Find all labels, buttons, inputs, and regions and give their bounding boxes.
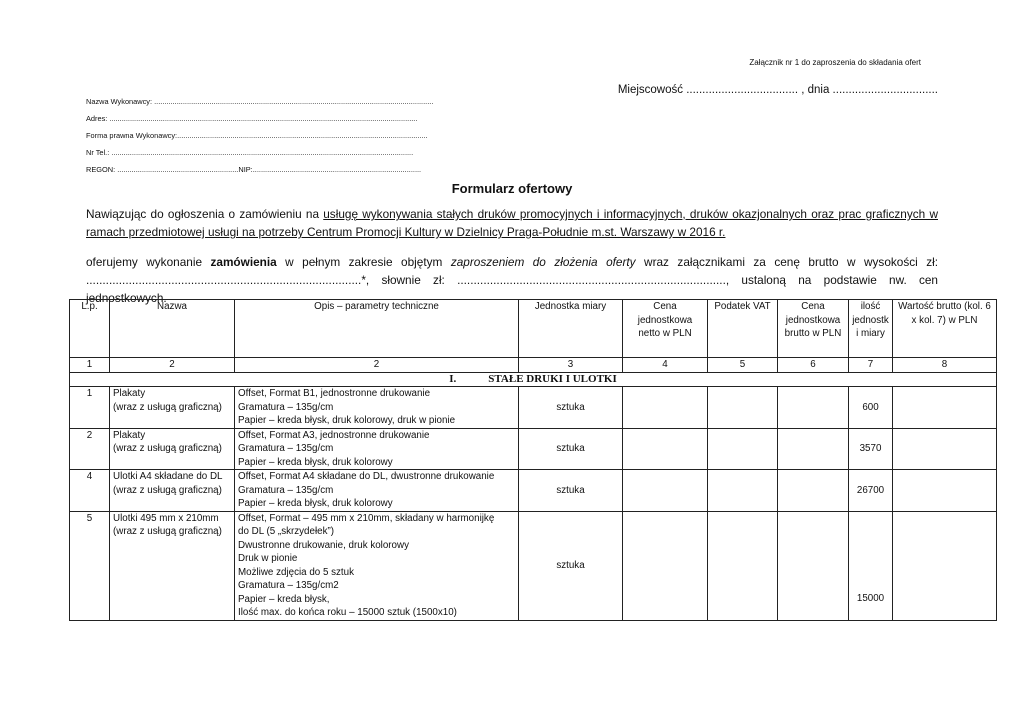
row-name — [110, 387, 235, 429]
row-name-main: Plakaty — [113, 429, 146, 441]
offer-text-3: wraz załącznikami za cenę brutto w wysokości zł: ....................................................................................*, słownie zł: .................................................................................., ustaloną na podstawie nw. cen jednostkowych. — [86, 255, 939, 305]
col-number: 4 — [623, 358, 708, 373]
row-gross-price-cell — [778, 387, 849, 429]
section-heading — [70, 372, 997, 387]
row-unit: sztuka — [519, 470, 623, 512]
desc-line: Papier – kreda błysk, druk kolorowy, druk w pionie — [238, 415, 456, 426]
header-net-price: Cena jednostkowa netto w PLN — [623, 300, 708, 358]
row-name-main: Ulotki A4 składane do DL — [113, 471, 223, 482]
contractor-name-line: Nazwa Wykonawcy: ........................................................................................................................................ — [86, 97, 434, 106]
desc-line: Gramatura – 135g/cm — [238, 484, 334, 496]
row-net-price-cell — [623, 470, 708, 512]
offer-text-2: w pełnym zakresie objętym — [276, 255, 451, 269]
row-lp: 1 — [70, 387, 110, 429]
header-gross-price: Cena jednostkowa brutto w PLN — [778, 300, 849, 358]
row-description — [235, 428, 519, 470]
col-number: 1 — [70, 358, 110, 373]
header-name: Nazwa — [110, 300, 235, 358]
table-row — [70, 470, 997, 512]
row-vat-cell — [708, 470, 778, 512]
row-gross-value-cell — [893, 428, 997, 470]
col-number: 5 — [708, 358, 778, 373]
contractor-phone-line: Nr Tel.: ................................................................................................................................................... — [86, 148, 414, 157]
row-description — [235, 511, 519, 620]
intro-subject: usługę wykonywania stałych druków promocyjnych i informacyjnych, druków okazjonalnych oraz prac graficznych w ramach przedmiotowej usługi na potrzeby Centrum Promocji Kultury w Dzielnicy Praga-Południe m.st. Warszawy w 2016 r. — [86, 207, 938, 239]
desc-line: Dwustronne drukowanie, druk kolorowy — [238, 539, 409, 551]
desc-line: Papier – kreda błysk, druk kolorowy — [238, 498, 393, 509]
desc-line: Offset, Format B1, jednostronne drukowanie — [238, 388, 431, 399]
row-gross-value-cell — [893, 387, 997, 429]
col-number: 2 — [110, 358, 235, 373]
col-number: 2 — [235, 358, 519, 373]
row-unit: sztuka — [519, 387, 623, 429]
row-gross-value-cell — [893, 511, 997, 620]
row-name-sub: (wraz z usługą graficzną) — [113, 484, 222, 496]
offer-order-word: zamówienia — [210, 255, 277, 269]
desc-line: Ilość max. do końca roku – 15000 sztuk (1500x10) — [238, 607, 457, 618]
row-vat-cell — [708, 511, 778, 620]
row-vat-cell — [708, 428, 778, 470]
section-number: I. — [449, 372, 457, 385]
row-name-sub: (wraz z usługą graficzną) — [113, 526, 222, 537]
desc-line: Offset, Format – 495 mm x 210mm, składany w harmonijkę — [238, 512, 495, 524]
row-description — [235, 387, 519, 429]
row-name — [110, 470, 235, 512]
row-lp: 4 — [70, 470, 110, 512]
row-gross-price-cell — [778, 470, 849, 512]
row-name-main: Plakaty — [113, 388, 146, 399]
row-net-price-cell — [623, 511, 708, 620]
table-row — [70, 511, 997, 620]
offer-invitation: zaproszeniem do złożenia oferty — [450, 255, 636, 269]
col-number: 3 — [519, 358, 623, 373]
row-gross-price-cell — [778, 428, 849, 470]
desc-line: Offset, Format A3, jednostronne drukowanie — [238, 429, 430, 441]
row-gross-value-cell — [893, 470, 997, 512]
desc-line: Papier – kreda błysk, — [238, 593, 330, 605]
header-unit: Jednostka miary — [519, 300, 623, 358]
col-number: 7 — [849, 358, 893, 373]
annex-note: Załącznik nr 1 do zaproszenia do składania ofert — [749, 58, 921, 67]
row-name-sub: (wraz z usługą graficzną) — [113, 401, 222, 413]
row-name — [110, 511, 235, 620]
items-table — [69, 299, 997, 621]
col-number: 8 — [893, 358, 997, 373]
row-unit: sztuka — [519, 511, 623, 620]
row-description — [235, 470, 519, 512]
row-name-main: Ulotki 495 mm x 210mm — [113, 512, 219, 524]
desc-line: do DL (5 „skrzydełek”) — [238, 526, 334, 537]
desc-line: Offset, Format A4 składane do DL, dwustronne drukowanie — [238, 471, 495, 482]
desc-line: Gramatura – 135g/cm — [238, 443, 334, 454]
row-lp: 2 — [70, 428, 110, 470]
intro-paragraph — [86, 205, 938, 241]
row-name-sub: (wraz z usługą graficzną) — [113, 443, 222, 454]
table-row — [70, 428, 997, 470]
desc-line: Druk w pionie — [238, 553, 298, 564]
contractor-regon-nip-line: REGON: ...........................................................NIP:.................................................................................. — [86, 165, 422, 174]
desc-line: Gramatura – 135g/cm — [238, 401, 334, 413]
section-title: STAŁE DRUKI I ULOTKI — [488, 372, 617, 385]
row-quantity: 26700 — [849, 470, 893, 512]
header-description: Opis – parametry techniczne — [235, 300, 519, 358]
intro-text: Nawiązując do ogłoszenia o zamówieniu na — [86, 207, 324, 221]
col-number: 6 — [778, 358, 849, 373]
column-number-row — [70, 358, 997, 373]
row-vat-cell — [708, 387, 778, 429]
form-title: Formularz ofertowy — [451, 181, 573, 196]
place-date-line: Miejscowość ................................... , dnia ................................. — [617, 84, 938, 96]
table-row — [70, 387, 997, 429]
section-row — [70, 372, 997, 387]
desc-line: Papier – kreda błysk, druk kolorowy — [238, 456, 393, 468]
row-quantity: 3570 — [849, 428, 893, 470]
table-header-row — [70, 300, 997, 358]
header-lp: L.p. — [70, 300, 110, 358]
row-name — [110, 428, 235, 470]
contractor-legal-form-line: Forma prawna Wykonawcy:.......................................................................................................................... — [86, 131, 428, 140]
header-quantity: ilość jednostk i miary — [849, 300, 893, 358]
row-unit: sztuka — [519, 428, 623, 470]
row-net-price-cell — [623, 387, 708, 429]
row-quantity: 600 — [849, 387, 893, 429]
header-vat: Podatek VAT — [708, 300, 778, 358]
row-lp: 5 — [70, 511, 110, 620]
row-gross-price-cell — [778, 511, 849, 620]
desc-line: Możliwe zdjęcia do 5 sztuk — [238, 566, 354, 578]
contractor-address-line: Adres: ...................................................................................................................................................... — [86, 114, 418, 123]
desc-line: Gramatura – 135g/cm2 — [238, 580, 339, 591]
offer-text-1: oferujemy wykonanie — [86, 255, 211, 269]
header-gross-value: Wartość brutto (kol. 6 x kol. 7) w PLN — [893, 300, 997, 358]
row-net-price-cell — [623, 428, 708, 470]
row-quantity: 15000 — [849, 511, 893, 620]
